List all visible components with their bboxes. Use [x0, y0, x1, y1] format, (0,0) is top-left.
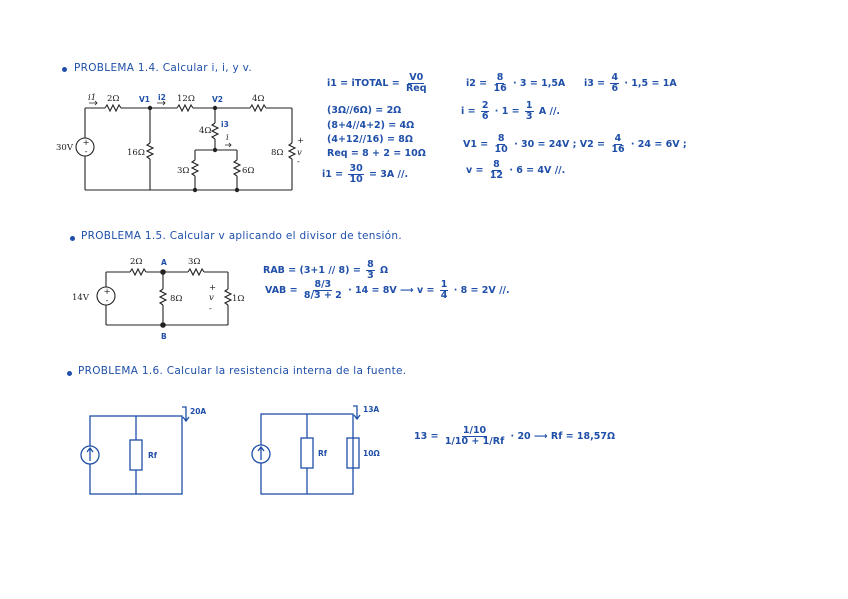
eq-parallel-4-12: (4+12//16) = 8Ω — [327, 134, 413, 145]
eq-v1-v2: V1 = $\frac{8}{10}$ · 30 = 24V ; V2 = $\frac{4}{16}$ · 24 = 6V ; — [463, 133, 687, 155]
problem-1-4-title: PROBLEMA 1.4. Calcular i, i, y v. — [74, 62, 253, 74]
circuit-1-5 — [70, 252, 245, 344]
eq-vab: VAB = $\frac{8/3}{8/3 + 2}$ · 14 = 8V ⟶ v = $\frac{1}{4}$ · 8 = 2V //. — [265, 279, 510, 301]
v-plus: + — [209, 283, 217, 293]
eq-parallel-3-6: (3Ω//6Ω) = 2Ω — [327, 105, 402, 116]
v-minus: - — [209, 304, 212, 314]
eq-i2: i2 = $\frac{8}{16}$ · 3 = 1,5A — [466, 72, 566, 94]
circuit-1-6-a — [76, 402, 216, 502]
i1-label: i1 — [88, 93, 97, 103]
node-b-label: B — [161, 332, 167, 341]
i-label: i — [226, 133, 229, 143]
eq-req: Req = 8 + 2 = 10Ω — [327, 148, 426, 159]
r2-label: 2Ω — [107, 94, 120, 104]
i2-label: i2 — [158, 93, 166, 102]
rf-label: Rf — [318, 449, 328, 458]
eq-rab: RAB = (3+1 // 8) = $\frac{8}{3}$ Ω — [263, 259, 389, 281]
source-minus: - — [105, 296, 109, 306]
r10-label: 10Ω — [363, 449, 380, 458]
problem-1-5-title: PROBLEMA 1.5. Calcular v aplicando el divisor de tensión. — [81, 230, 402, 242]
eq-v: v = $\frac{8}{12}$ · 6 = 4V //. — [466, 159, 566, 181]
v1-label: V1 — [139, 95, 151, 104]
eq-i1-result: i1 = $\frac{30}{10}$ = 3A //. — [322, 163, 409, 185]
circuit-1-4 — [55, 88, 310, 198]
r3-label: 3Ω — [188, 257, 201, 267]
eq-parallel-8-4: (8+4//4+2) = 4Ω — [327, 120, 415, 131]
circuit-1-6-b — [247, 402, 397, 502]
eq-i1-total: i1 = iTOTAL = $\frac{V0}{\text{Req}}$ — [327, 72, 427, 94]
eq-i3: i3 = $\frac{4}{6}$ · 1,5 = 1A — [584, 72, 677, 94]
r1-label: 1Ω — [232, 294, 245, 304]
r2-label: 2Ω — [130, 257, 143, 267]
r16-label: 16Ω — [127, 148, 145, 158]
v2-label: V2 — [212, 95, 224, 104]
source-label: 14V — [72, 293, 89, 303]
eq-rf: 13 = $\frac{1/10}{1/10 + 1/Rf}$ · 20 ⟶ Rf = 18,57Ω — [414, 425, 616, 447]
bullet-icon — [62, 67, 67, 72]
bullet-icon — [67, 371, 72, 376]
r12-label: 12Ω — [177, 94, 195, 104]
problem-1-6-title: PROBLEMA 1.6. Calcular la resistencia interna de la fuente. — [78, 365, 407, 377]
v-label: v — [297, 148, 302, 158]
source-plus: + — [82, 138, 90, 148]
v-minus: - — [297, 157, 300, 167]
node-a-label: A — [161, 258, 167, 267]
source-plus: + — [103, 287, 111, 297]
rf-label: Rf — [148, 451, 158, 460]
eq-i: i = $\frac{2}{6}$ · 1 = $\frac{1}{3}$ A //. — [461, 100, 561, 122]
source-minus: - — [84, 147, 88, 157]
source-label: 30V — [56, 143, 73, 153]
r6-label: 6Ω — [242, 166, 255, 176]
r8-label: 8Ω — [170, 294, 183, 304]
v-label: v — [209, 293, 214, 303]
r4-mid-label: 4Ω — [199, 126, 212, 136]
current-20a-label: 20A — [190, 407, 207, 416]
bullet-icon — [70, 236, 75, 241]
r3-label: 3Ω — [177, 166, 190, 176]
v-plus: + — [297, 136, 305, 146]
r4-top-label: 4Ω — [252, 94, 265, 104]
r8-label: 8Ω — [271, 148, 284, 158]
i3-label: i3 — [221, 120, 229, 129]
current-13a-label: 13A — [363, 405, 380, 414]
